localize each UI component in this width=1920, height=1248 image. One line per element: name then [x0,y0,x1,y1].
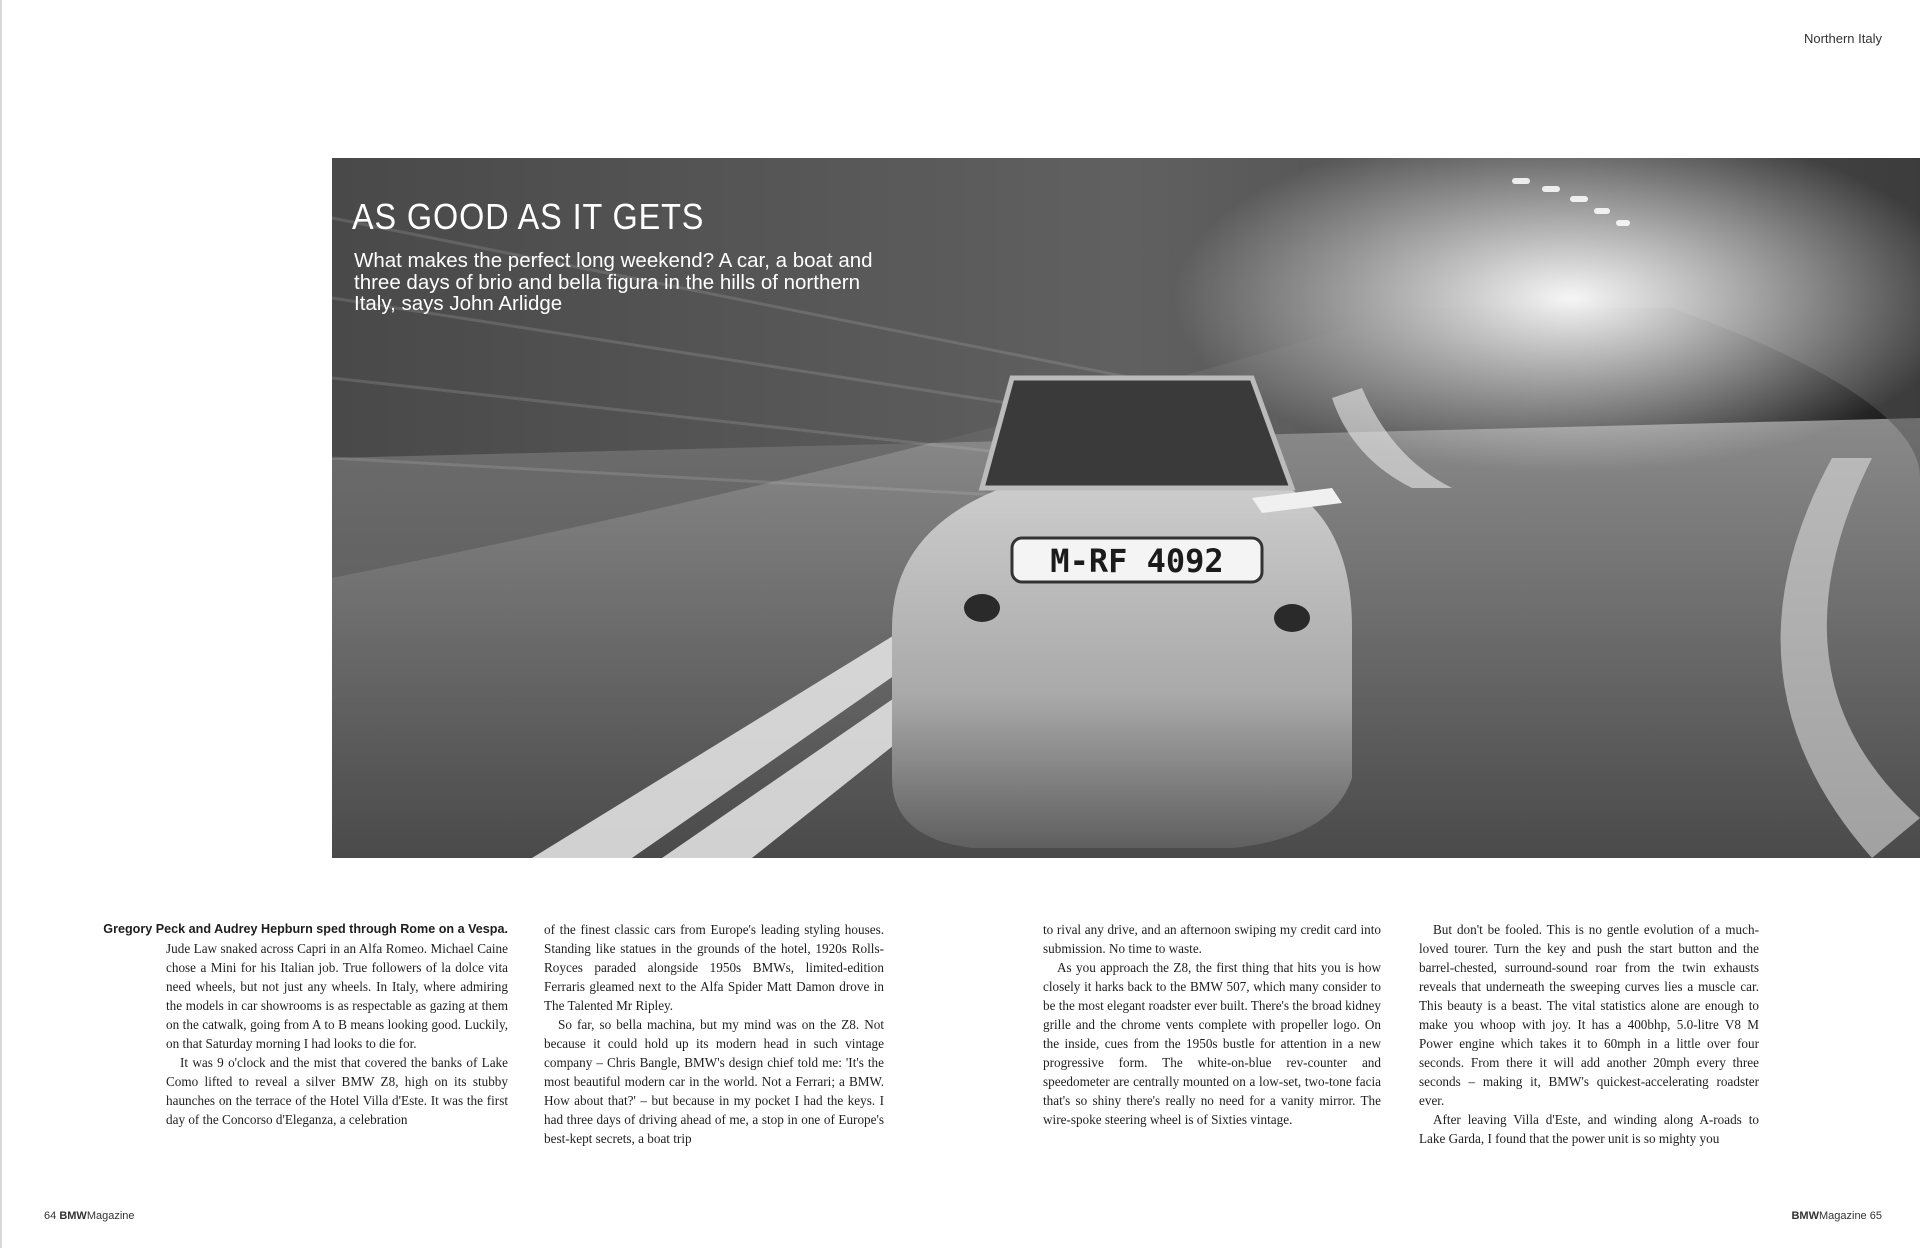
article-paragraph: But don't be fooled. This is no gentle evolution of a much-loved tourer. Turn the key and push the start button and the barrel-chested, surround-sound roar from the twin exhausts reveals that underneath the sweeping curves lies a muscle car. This beauty is a beast. The vital statistics alone are enough to make you whoop with joy. It has a 400bhp, 5.0-litre V8 M Power engine which takes it to 60mph in a little over four seconds. From there it will add another 20mph every three seconds – making it, BMW's quickest-accelerating roadster ever. [1419,922,1759,1108]
article-headline: AS GOOD AS IT GETS [352,196,705,237]
article-paragraph: So far, so bella machina, but my mind was on the Z8. Not because it could hold up its modern head in such vintage company – Chris Bangle, BMW's design chief told me: 'It's the most beautiful modern car in the world. Not a Ferrari; a BMW. How about that?' – but because in my pocket I had the keys. I had three days of driving ahead of me, a stop in one of Europe's best-kept secrets, a boat trip [544,1017,884,1146]
page-spine [0,0,2,1248]
article-standfirst: What makes the perfect long weekend? A car, a boat and three days of brio and bella figura in the hills of northern Italy, says John Arlidge [354,249,873,315]
folio-left [44,1210,135,1222]
article-column-2 [544,920,884,1148]
article-paragraph: After leaving Villa d'Este, and winding along A-roads to Lake Garda, I found that the power unit is so mighty you [1419,1112,1759,1146]
brand-logo: BMW [59,1210,87,1222]
brand-logo: BMW [1791,1210,1819,1222]
article-column-4 [1419,920,1759,1148]
article-lead: Gregory Peck and Audrey Hepburn sped through Rome on a Vespa. [103,922,508,936]
license-plate: M-RF 4092 [1050,542,1224,580]
article-paragraph: As you approach the Z8, the first thing that hits you is how closely it harks back to the BMW 507, which many consider to be the most elegant roadster ever built. There's the broad kidney grille and the chrome vents complete with propeller logo. On the inside, cues from the 1950s bustle for attention in a new progressive form. The white-on-blue rev-counter and speedometer are centrally mounted on a low-set, two-tone facia that's so shiny there's really no need for a vanity mirror. The wire-spoke steering wheel is of Sixties vintage. [1043,960,1381,1127]
article-column-3 [1043,920,1381,1129]
article-column-1 [88,920,508,1129]
page-number: 65 [1869,1210,1882,1222]
hero-photo [332,158,1920,858]
page-number: 64 [44,1210,57,1222]
article-paragraph: of the finest classic cars from Europe's leading styling houses. Standing like statues in the grounds of the hotel, 1920s Rolls-Royces paraded alongside 1950s BMWs, limited-edition Ferraris gleamed next to the Alfa Spider Matt Damon drove in The Talented Mr Ripley. [544,922,884,1013]
article-paragraph: It was 9 o'clock and the mist that covered the banks of Lake Como lifted to reveal a silver BMW Z8, high on its stubby haunches on the terrace of the Hotel Villa d'Este. It was the first day of the Concorso d'Eleganza, a celebration [166,1055,508,1127]
magazine-name: Magazine [1818,1210,1867,1222]
article-paragraph: Jude Law snaked across Capri in an Alfa Romeo. Michael Caine chose a Mini for his Italian job. True followers of la dolce vita need wheels, but not just any wheels. In Italy, where admiring the models in car showrooms is as respectable as gazing at them on the catwalk, going from A to B means looking good. Luckily, on that Saturday morning I had looks to die for. [166,941,508,1051]
article-paragraph: to rival any drive, and an afternoon swiping my credit card into submission. No time to waste. [1043,922,1381,956]
section-label: Northern Italy [1803,31,1882,46]
magazine-name: Magazine [86,1210,135,1222]
folio-right [1791,1210,1882,1222]
